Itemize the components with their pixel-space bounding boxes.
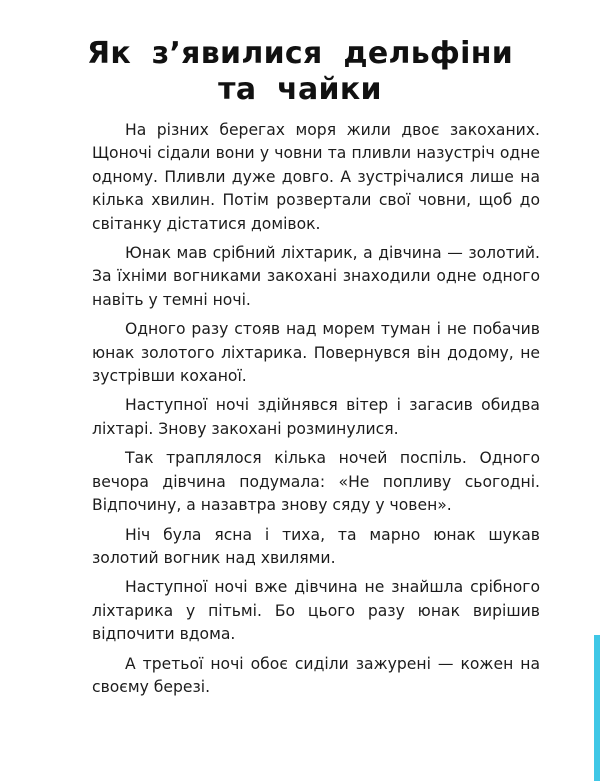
paragraph: А третьої ночі обоє сиділи зажурені — кожен на своєму березі. — [92, 654, 540, 696]
story-title-line-1: Як з’явилися дельфіни — [86, 36, 514, 71]
paragraph: Одного разу стояв над морем туман і не побачив юнак золотого ліхтарика. Повернувся він додому, не зустрівши коханої. — [92, 320, 540, 386]
story-body — [92, 119, 540, 705]
paragraph: Ніч була ясна і тиха, та марно юнак шукав золотий вогник над хвилями. — [92, 525, 540, 567]
story-title — [0, 36, 600, 108]
paragraph: Наступної ночі здійнявся вітер і загасив обидва ліхтарі. Знову закохані розминулися. — [92, 396, 540, 438]
paragraph: Наступної ночі вже дівчина не знайшла срібного ліхтарика у пітьмі. Бо цього разу юнак вирішив відпочити вдома. — [92, 578, 540, 644]
paragraph: Юнак мав срібний ліхтарик, а дівчина — золотий. За їхніми вогниками закохані знаходили одне одного навіть у темні ночі. — [92, 244, 540, 309]
page-edge-accent — [594, 635, 600, 781]
paragraph: На різних берегах моря жили двоє закоханих. Щоночі сідали вони у човни та пливли назустріч одне одному. Пливли дуже довго. А зустрічалися лише на кілька хвилин. Потім розвертали свої човни, щоб до світанку дістатися домівок. — [92, 121, 540, 233]
story-title-line-2: та чайки — [218, 72, 382, 107]
paragraph: Так траплялося кілька ночей поспіль. Одного вечора дівчина подумала: «Не попливу сьогодні. Відпочину, а назавтра знову сяду у човен». — [92, 449, 540, 515]
